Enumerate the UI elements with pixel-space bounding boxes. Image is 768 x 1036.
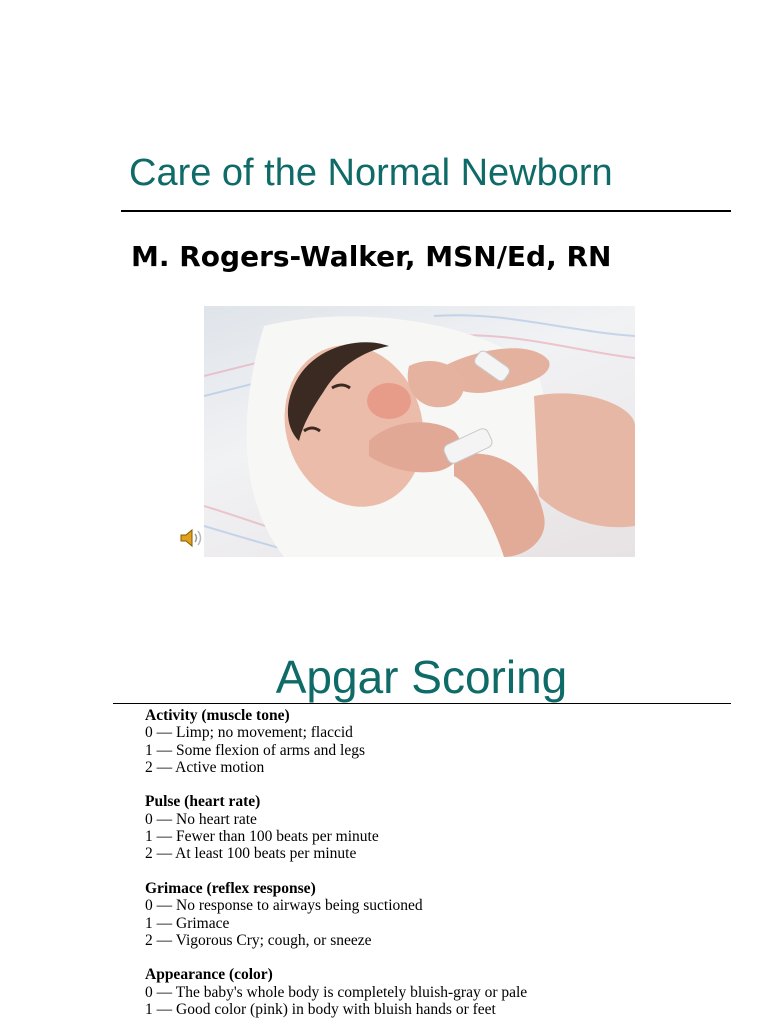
apgar-group-pulse <box>145 793 735 862</box>
author-subtitle: M. Rogers-Walker, MSN/Ed, RN <box>131 240 612 273</box>
score-line: 2 — At least 100 beats per minute <box>145 845 357 863</box>
slide-apgar <box>0 620 768 1024</box>
group-heading: Appearance (color) <box>145 966 273 984</box>
apgar-group-grimace <box>145 880 735 949</box>
score-line: 1 — Some flexion of arms and legs <box>145 741 365 759</box>
speaker-icon-glyph <box>178 525 204 551</box>
score-line: 2 — Active motion <box>145 758 265 776</box>
score-line: 2 — Vigorous Cry; cough, or sneeze <box>145 931 372 949</box>
score-line: 0 — No response to airways being suctioned <box>145 897 423 915</box>
apgar-group-appearance <box>145 966 735 1018</box>
score-line: 1 — Fewer than 100 beats per minute <box>145 828 379 846</box>
apgar-title: Apgar Scoring <box>275 651 568 703</box>
apgar-criteria-list <box>145 707 735 1036</box>
speaker-icon[interactable] <box>178 525 204 551</box>
score-line: 1 — Good color (pink) in body with bluish hands or feet <box>145 1001 496 1019</box>
score-line: 0 — The baby's whole body is completely bluish-gray or pale <box>145 983 528 1001</box>
newborn-photo <box>204 306 635 557</box>
score-line: 1 — Grimace <box>145 914 230 932</box>
group-heading: Activity (muscle tone) <box>145 707 290 724</box>
group-heading: Grimace (reflex response) <box>145 879 316 897</box>
apgar-group-activity <box>145 707 735 776</box>
score-line: 0 — Limp; no movement; flaccid <box>145 724 353 742</box>
group-heading: Pulse (heart rate) <box>145 793 261 811</box>
title-divider <box>121 210 731 212</box>
score-line: 0 — No heart rate <box>145 810 257 828</box>
newborn-photo-illustration <box>204 306 635 557</box>
slide-title-heading: Care of the Normal Newborn <box>129 152 613 194</box>
apgar-divider <box>113 703 731 704</box>
